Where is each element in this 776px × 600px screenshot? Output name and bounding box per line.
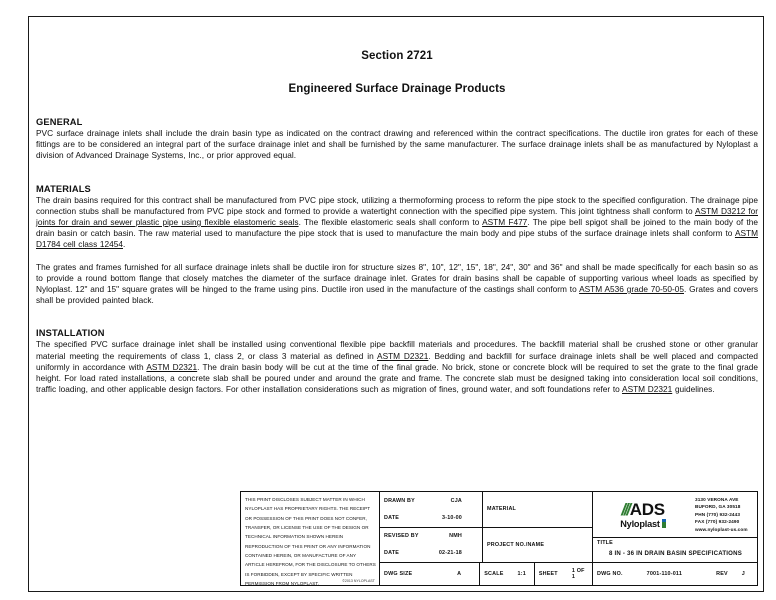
- drawn-by-field: [380, 492, 482, 509]
- drawn-by-cell: [380, 492, 483, 527]
- address-line: 3130 VERONA AVE: [695, 496, 739, 502]
- proprietary-disclaimer: [241, 492, 380, 585]
- logo-address-row: [593, 492, 757, 538]
- revised-date-value[interactable]: 02-21-18: [438, 550, 462, 557]
- dwg-no-value[interactable]: 7001-110-011: [646, 571, 683, 577]
- revised-by-cell: [380, 528, 483, 563]
- drawn-by-value[interactable]: CJA: [450, 497, 462, 504]
- section-paragraph-general-1: PVC surface drainage inlets shall include the drain basin type as indicated on the contract drawing and referenced within the contract specifications. The ductile iron grates for each of these fittings are to be considered an integral part of the surface drainage inlet and shall be furnished by the same manufacturer. The surface drainage inlets shall be as manufactured by Nyloplast a division of Advanced Drainage Systems, Inc., or prior approved equal.: [36, 128, 758, 161]
- revised-date-label: DATE: [384, 550, 400, 557]
- scale-label: SCALE: [484, 571, 504, 577]
- page-title: Section 2721: [361, 50, 433, 62]
- ads-wordmark: ADS: [629, 499, 665, 519]
- metadata-row-drawn: [380, 492, 592, 528]
- size-scale-sheet-cells: [380, 563, 592, 585]
- drawing-title-cell: [593, 538, 757, 563]
- ads-nyloplast-logo: [593, 501, 689, 529]
- dwg-size-value[interactable]: A: [457, 571, 462, 577]
- title-block: [240, 491, 758, 586]
- revised-by-label: REVISED BY: [384, 533, 419, 540]
- rev-value[interactable]: J: [741, 571, 745, 577]
- drawn-date-field: [380, 509, 482, 526]
- sheet-field: [535, 563, 592, 585]
- project-cell: [483, 528, 592, 563]
- disclaimer-line: NYLOPLAST HAS PROPRIETARY RIGHTS. THE RECEIPT: [245, 506, 371, 512]
- drawn-date-value[interactable]: 3-10-00: [442, 514, 462, 521]
- scale-value[interactable]: 1:1: [517, 571, 526, 577]
- revised-date-field: [380, 545, 482, 562]
- title-block-metadata: [380, 492, 593, 585]
- material-label: MATERIAL: [487, 506, 517, 513]
- address-line-website[interactable]: www.nyloplast-us.com: [695, 526, 748, 532]
- disclaimer-line: REPRODUCTION OF THIS PRINT OR ANY INFORMATION: [245, 543, 371, 549]
- disclaimer-line: IS FORBIDDEN, EXCEPT BY SPECIFIC WRITTEN: [245, 571, 353, 577]
- company-address: [689, 496, 748, 533]
- dwg-size-label: DWG SIZE: [384, 571, 413, 577]
- revised-by-field: [380, 528, 482, 545]
- sheet-label: SHEET: [538, 571, 558, 577]
- project-field: [483, 528, 592, 563]
- metadata-row-size-scale-sheet: [380, 563, 592, 585]
- rev-label: REV: [716, 571, 728, 577]
- dwg-size-field: [380, 563, 480, 585]
- disclaimer-line: OR POSSESSION OF THIS PRINT DOES NOT CONFER,: [245, 515, 367, 521]
- section-paragraph-materials-2: The grates and frames furnished for all surface drainage inlets shall be ductile iron for structure sizes 8", 10", 12", 15", 18", 24", 30" and 36" and shall be made specifically for each basin so as to provide a round bottom flange that closely matches the diameter of the surface drainage inlet. Grates for drain basins shall be capable of supporting various wheel loads as specified by Nyloplast. 12" and 15" square grates will be hinged to the frame using pins. Ductile iron used in the manufacture of the castings shall conform to ASTM A536 grade 70-50-05. Grates and covers shall be provided painted black.: [36, 261, 758, 306]
- project-label: PROJECT NO./NAME: [487, 541, 545, 548]
- disclaimer-line: TECHNICAL INFORMATION SHOWN HEREIN: [245, 534, 344, 540]
- ads-logo-lockup: [621, 501, 665, 518]
- disclaimer-line: ARTICLE HEREFROM, FOR THE DISCLOSURE TO OTHERS: [245, 562, 376, 568]
- disclaimer-line: PERMISSION FROM NYLOPLAST.: [245, 581, 320, 587]
- drawing-title-value: 8 IN - 36 IN DRAIN BASIN SPECIFICATIONS: [609, 550, 742, 557]
- section-heading-materials: MATERIALS: [36, 183, 91, 194]
- sheet-value[interactable]: 1 OF 1: [571, 568, 585, 580]
- address-line-fax: FAX (770) 932-2490: [695, 519, 740, 525]
- address-line: BUFORD, GA 30518: [695, 504, 741, 510]
- page-subtitle: Engineered Surface Drainage Products: [288, 83, 506, 95]
- section-paragraph-installation-1: The specified PVC surface drainage inlet shall be installed using conventional flexible pipe backfill materials and procedures. The backfill material shall be crushed stone or other granular material meeting the requirements of class 1, class 2, or class 3 material as defined in ASTM D2321. Bedding and backfill for surface drainage inlets shall be well placed and compacted uniformly in accordance with ASTM D2321. The drain basin body will be cut at the time of the final grade. No brick, stone or concrete block will be required to set the grate to the final grade height. For load rated installations, a concrete slab shall be poured under and around the grate and frame. The concrete slab must be designed taking into consideration local soil conditions, traffic loading, and other applicable design factors. For other installation considerations such as migration of fines, ground water, and soft foundations refer to ASTM D2321 guidelines.: [36, 339, 759, 395]
- disclaimer-line: TRANSFER, OR LICENSE THE USE OF THE DESIGN OR: [245, 525, 369, 531]
- copyright-notice: ©2013 NYLOPLAST: [342, 579, 375, 583]
- disclaimer-line: THIS PRINT DISCLOSES SUBJECT MATTER IN WHICH: [245, 497, 365, 502]
- drawn-date-label: DATE: [384, 514, 400, 521]
- nyloplast-wordmark-wrap: [620, 519, 666, 529]
- title-block-branding: [593, 492, 757, 585]
- nyloplast-wordmark: Nyloplast: [620, 518, 660, 529]
- drawing-number-cell: [593, 563, 757, 585]
- dwg-no-label: DWG NO.: [597, 571, 623, 577]
- revised-by-value[interactable]: NMH: [449, 533, 462, 540]
- material-field: [483, 492, 592, 527]
- metadata-row-revised: [380, 528, 592, 564]
- scale-field: [480, 563, 535, 585]
- section-heading-general: GENERAL: [36, 117, 83, 127]
- address-line-phone: PHN (770) 932-2443: [695, 511, 741, 517]
- material-cell: [483, 492, 592, 527]
- document-content: [36, 24, 758, 586]
- section-paragraph-materials-1: The drain basins required for this contract shall be manufactured from PVC pipe stock, utilizing a thermoforming process to reform the pipe stock to the specified configuration. The drainage pipe connection stubs shall be manufactured from PVC pipe stock and formed to provide a watertight connection with the specified pipe system. This joint tightness shall conform to ASTM D3212 for joints for drain and sewer plastic pipe using flexible elastomeric seals. The flexible elastomeric seals shall conform to ASTM F477. The pipe bell spigot shall be joined to the main body of the drain basin or catch basin. The raw material used to manufacture the pipe stock that is used to manufacture the main body and pipe stubs of the surface drainage inlets shall conform to ASTM D1784 cell class 12454.: [36, 194, 758, 250]
- drawing-title-label: TITLE: [597, 540, 613, 546]
- nyloplast-flag-icon: [662, 522, 666, 528]
- disclaimer-line: CONTAINED HEREIN, OR MANUFACTURE OF ANY: [245, 553, 357, 559]
- drawn-by-label: DRAWN BY: [384, 497, 415, 504]
- ads-slashes-icon: ///: [621, 499, 629, 519]
- section-heading-installation: INSTALLATION: [36, 328, 105, 339]
